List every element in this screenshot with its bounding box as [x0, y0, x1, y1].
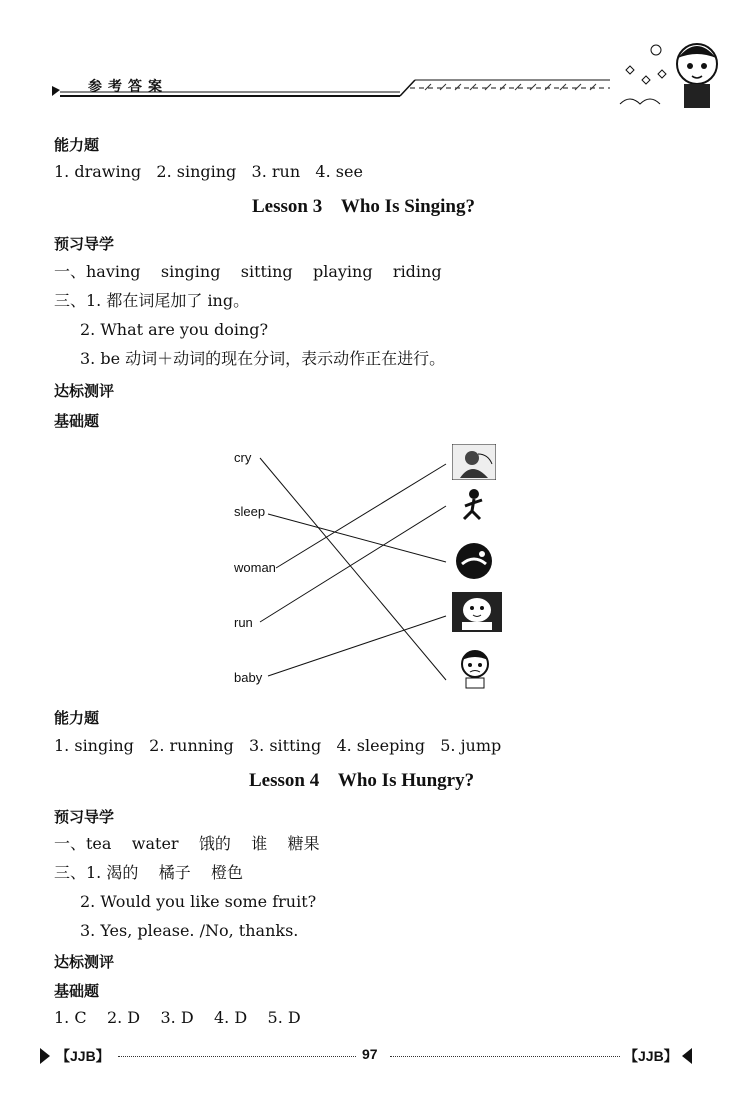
woman-picture — [452, 444, 496, 480]
match-word-cry: cry — [234, 450, 252, 465]
footer-right-label: 【JJB】 — [624, 1048, 678, 1064]
footer-left-label: 【JJB】 — [56, 1048, 110, 1064]
mascot-girl-icon — [612, 34, 722, 114]
footer-dots-left — [118, 1056, 356, 1057]
ability-answers-2: 1. singing 2. running 3. sitting 4. sleeping 5. jump — [54, 736, 502, 755]
header-title: 参考答案 — [88, 79, 168, 95]
ability-answers: 1. drawing 2. singing 3. run 4. see — [54, 162, 363, 181]
basic-answers-2: 1. C 2. D 3. D 4. D 5. D — [54, 1008, 301, 1027]
lesson-3-title: Lesson 3 Who Is Singing? — [252, 196, 475, 217]
preview-heading: 预习导学 — [54, 235, 115, 253]
ability-heading-2: 能力题 — [54, 709, 100, 727]
match-word-baby: baby — [234, 670, 263, 685]
page-number: 97 — [362, 1046, 378, 1062]
preview-line-1: 一、having singing sitting playing riding — [54, 262, 442, 281]
line-woman-to-woman — [276, 464, 446, 568]
footer-arrow-icon — [40, 1048, 52, 1064]
preview-line-4: 3. be 动词＋动词的现在分词，表示动作正在进行。 — [80, 349, 446, 368]
preview-4-line-4: 3. Yes, please. /No, thanks. — [80, 921, 299, 940]
line-run-to-running-boy — [260, 506, 446, 622]
basic-heading: 基础题 — [54, 412, 100, 430]
match-word-woman: woman — [234, 560, 276, 575]
footer-dots-right — [390, 1056, 620, 1057]
basic-heading-2: 基础题 — [54, 982, 100, 1000]
line-baby-to-baby — [268, 616, 446, 676]
lesson-4-title: Lesson 4 Who Is Hungry? — [249, 770, 475, 791]
preview-4-line-3: 2. Would you like some fruit? — [80, 892, 317, 911]
preview-4-line-1: 一、tea water 饿的 谁 糖果 — [54, 834, 320, 853]
preview-heading-2: 预习导学 — [54, 808, 115, 826]
match-word-sleep: sleep — [234, 504, 266, 519]
line-sleep-to-sleeping — [268, 514, 446, 562]
preview-line-3: 2. What are you doing? — [80, 320, 269, 339]
preview-line-2: 三、1. 都在词尾加了 ing。 — [54, 291, 250, 310]
match-word-run: run — [234, 615, 253, 630]
footer-arrow-right-icon — [680, 1048, 692, 1064]
sleeping-picture — [452, 540, 496, 582]
matching-exercise — [220, 440, 520, 700]
test-heading-2: 达标测评 — [54, 953, 115, 971]
crying-girl-picture — [452, 646, 498, 690]
running-boy-picture — [458, 488, 488, 524]
baby-picture — [452, 592, 502, 632]
line-cry-to-crying-girl — [260, 458, 446, 680]
preview-4-line-2: 三、1. 渴的 橘子 橙色 — [54, 863, 244, 882]
ability-heading: 能力题 — [54, 136, 100, 154]
test-heading: 达标测评 — [54, 382, 115, 400]
